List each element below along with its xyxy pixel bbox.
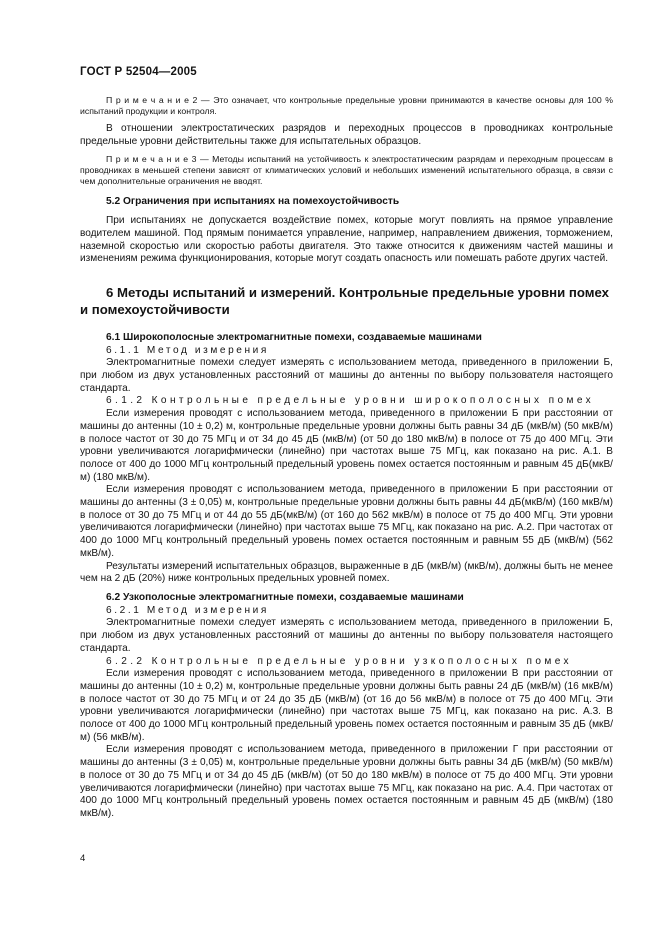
heading-6-1-2: 6.1.2 Контрольные предельные уровни широкополосных помех bbox=[106, 395, 595, 407]
heading-6-2-2: 6.2.2 Контрольные предельные уровни узкополосных помех bbox=[106, 655, 572, 667]
heading-5-2: 5.2 Ограничения при испытаниях на помехоустойчивость bbox=[106, 196, 400, 208]
paragraph-6-1-1: Электромагнитные помехи следует измерять с использованием метода, приведенного в приложении Б, при любом из двух установленных расстояний от машины до антенны по выбору пользователя настоящего стандарта. bbox=[80, 357, 613, 394]
page-content bbox=[80, 95, 613, 821]
paragraph-6-2-2-b: Если измерения проводят с использованием метода, приведенного в приложении Г при расстоянии от машины до антенны (3 ± 0,05) м, контрольные предельные уровни должны быть равны 34 дБ (мкВ/м) (50 мкВ/м) в полосе от 30 до 75 МГц и от 34 до 45 дБ (мкВ/м) (от 50 до 180 мкВ/м) в полосе от 75 до 400 МГц. Эти уровни увеличиваются логарифмически (линейно) при частотах выше 75 МГц, как показано на рис. А.4. При частотах от 400 до 1000 МГц контрольный предельный уровень помех остается постоянным и равным 45 дБ (мкВ/м) (180 мкВ/м). bbox=[80, 744, 613, 819]
paragraph-6-1-2-b: Если измерения проводят с использованием метода, приведенного в приложении Б при расстоянии от машины до антенны (3 ± 0,05) м, контрольные предельные уровни должны быть равны 44 дБ(мкВ/м) (160 мкВ/м) в полосе от 30 до 75 МГц и от 44 до 55 дБ(мкВ/м) (от 160 до 562 мкВ/м) в полосе от 75 до 400 МГц. Эти уровни увеличиваются логарифмически (линейно) при частотах выше 75 МГц, как показано на рис. А.2. При частотах от 400 до 1000 МГц контрольный предельный уровень помех остается постоянным и равным 55 дБ (мкВ/м) (562 мкВ/м). bbox=[80, 484, 613, 559]
heading-6-2-1: 6.2.1 Метод измерения bbox=[106, 604, 269, 616]
paragraph-6-1-2-a: Если измерения проводят с использованием метода, приведенного в приложении Б при расстоянии от машины до антенны (10 ± 0,2) м, контрольные предельные уровни должны быть равны 34 дБ (мкВ/м) (50 мкВ/м) в полосе частот от 30 до 75 МГц и от 34 до 45 дБ (мкВ/м) (от 50 до 180 мкВ/м) в полосе от 75 до 400 МГц. Эти уровни увеличиваются логарифмически (линейно) при частотах выше 75 МГц, как показано на рис. А.1. В полосе от 400 до 1000 МГц контрольный предельный уровень помех остается постоянным и равным 45 дБ(мкВ/м) (180 мкВ/м). bbox=[80, 408, 613, 483]
page-number: 4 bbox=[80, 853, 86, 864]
page-header: ГОСТ Р 52504—2005 bbox=[80, 66, 197, 78]
note-3-text: Методы испытаний на устойчивость к электростатическим разрядам и переходным процессам в проводниках в меньшей степени зависят от климатических условий и небольших изменений испытательного образца, в связи с чем дополнительные ограничения не вводят. bbox=[80, 154, 613, 187]
paragraph-esd: В отношении электростатических разрядов и переходных процессов в проводниках контрольные предельные уровни действительны также для испытательных образцов. bbox=[80, 123, 613, 147]
heading-6: 6 Методы испытаний и измерений. Контрольные предельные уровни помех и помехоустойчивости bbox=[80, 284, 610, 317]
note-2-text: Это означает, что контрольные предельные уровни принимаются в качестве основы для 100 % испытаний продукции и контроля. bbox=[80, 95, 613, 116]
note-3-lead: П р и м е ч а н и е 3 — bbox=[106, 154, 209, 165]
heading-6-1-1: 6.1.1 Метод измерения bbox=[106, 344, 269, 356]
paragraph-6-1-2-c: Результаты измерений испытательных образцов, выраженные в дБ (мкВ/м) (мкВ/м), должны быть не менее чем на 2 дБ (20%) ниже контрольных предельных уровней помех. bbox=[80, 560, 613, 585]
paragraph-6-2-2-a: Если измерения проводят с использованием метода, приведенного в приложении В при расстоянии от машины до антенны (10 ± 0,2) м, контрольные предельные уровни должны быть равны 24 дБ (мкВ/м) (16 мкВ/м) в полосе частот от 30 до 75 МГц и от 24 до 35 дБ (мкВ/м) (от 16 до 56 мкВ/м) в полосе от 75 до 400 МГц. Эти уровни увеличиваются логарифмически (линейно) при частотах выше 75 МГц, как показано на рис. А.3. В полосе от 400 до 1000 МГц контрольный предельный уровень помех остается постоянным и равным 35 дБ (мкВ/м) (56 мкВ/м). bbox=[80, 668, 613, 743]
heading-6-2: 6.2 Узкополосные электромагнитные помехи, создаваемые машинами bbox=[106, 591, 464, 603]
note-2 bbox=[80, 95, 613, 117]
heading-6-1: 6.1 Широкополосные электромагнитные помехи, создаваемые машинами bbox=[106, 331, 482, 343]
paragraph-5-2: При испытаниях не допускается воздействие помех, которые могут повлиять на прямое управление водителем машиной. Под прямым понимается управление, например, направлением движения, торможением, наземной скоростью или скоростью работы двигателя. Это также относится к движениям частей машины и изменениям режима функционирования, которые могут создать опасность или помешать работе других частей. bbox=[80, 215, 613, 265]
note-2-lead: П р и м е ч а н и е 2 — bbox=[106, 95, 210, 105]
note-3 bbox=[80, 154, 613, 187]
paragraph-6-2-1: Электромагнитные помехи следует измерять с использованием метода, приведенного в приложении Б, при любом из двух установленных расстояний от машины до антенны по выбору пользователя настоящего стандарта. bbox=[80, 617, 613, 654]
